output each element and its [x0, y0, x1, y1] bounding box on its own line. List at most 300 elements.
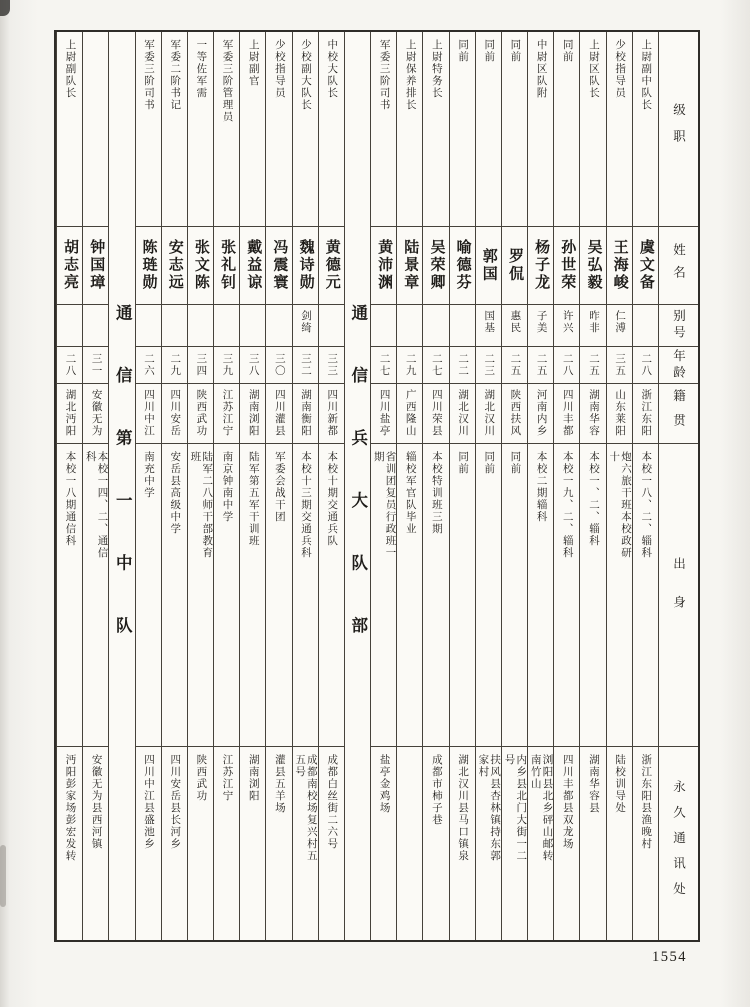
native-text: 四川盐亭 [378, 389, 390, 437]
name-text: 杨子龙 [533, 239, 550, 292]
native-cell [162, 384, 187, 444]
person-column [579, 32, 605, 940]
origin-cell [450, 444, 475, 747]
age-text: 二七 [430, 353, 442, 377]
rank-cell [554, 32, 579, 227]
name-cell [450, 227, 475, 305]
person-column [449, 32, 475, 940]
origin-cell [83, 444, 108, 747]
address-text: 浏阳县北乡砰山邮转南竹山 [529, 754, 553, 862]
native-cell [293, 384, 318, 444]
header-cell-alias [659, 305, 698, 347]
alias-text: 仁溥 [614, 310, 626, 334]
person-column [187, 32, 213, 940]
rank-cell [580, 32, 605, 227]
native-text: 湖南衡阳 [300, 389, 312, 437]
origin-text: 本校一、二、辎科 [587, 451, 599, 547]
age-cell [397, 347, 422, 384]
rank-cell [57, 32, 82, 227]
rank-text: 上尉保养排长 [404, 39, 416, 111]
origin-text: 炮六旅干班本校政研十 [608, 451, 631, 559]
roster-table [54, 30, 700, 942]
person-column [239, 32, 265, 940]
address-cell [450, 747, 475, 940]
native-cell [214, 384, 239, 444]
native-cell [136, 384, 161, 444]
age-text: 二九 [404, 353, 416, 377]
age-cell [554, 347, 579, 384]
origin-text: 本校一八期通信科 [64, 451, 76, 547]
person-column [213, 32, 239, 940]
native-cell [57, 384, 82, 444]
name-text: 孙世荣 [559, 239, 576, 292]
origin-text: 辎校军官队毕业 [404, 451, 416, 535]
origin-text: 本校十期交通兵队 [326, 451, 338, 547]
header-cell-name [659, 227, 698, 305]
address-text: 成都白丝街二六号 [326, 754, 338, 850]
age-text: 二八 [64, 353, 76, 377]
name-text: 罗侃 [506, 248, 523, 283]
rank-cell [162, 32, 187, 227]
rank-text: 军委三阶司书 [143, 39, 155, 111]
address-text: 四川中江县盛池乡 [143, 754, 155, 850]
name-cell [188, 227, 213, 305]
name-cell [502, 227, 527, 305]
origin-cell [293, 444, 318, 747]
address-cell [240, 747, 265, 940]
origin-cell [580, 444, 605, 747]
alias-cell [580, 305, 605, 347]
scan-edge-smudge [0, 845, 6, 907]
rank-text: 少校指导员 [614, 39, 626, 99]
rank-text: 同前 [561, 39, 573, 63]
age-cell [607, 347, 632, 384]
rank-cell [371, 32, 396, 227]
alias-cell [214, 305, 239, 347]
rank-cell [293, 32, 318, 227]
native-text: 江苏江宁 [221, 389, 233, 437]
header-label-address: 永久通讯处 [671, 779, 686, 908]
address-cell [528, 747, 553, 940]
alias-cell [83, 305, 108, 347]
person-column [396, 32, 422, 940]
address-cell [371, 747, 396, 940]
name-text: 黄德元 [323, 239, 340, 292]
alias-cell [319, 305, 344, 347]
rank-cell [476, 32, 501, 227]
header-label-name: 姓名 [671, 243, 686, 288]
native-cell [502, 384, 527, 444]
name-text: 王海峻 [611, 239, 628, 292]
name-cell [57, 227, 82, 305]
section-title: 通信第一中队 [113, 304, 133, 679]
age-cell [240, 347, 265, 384]
age-text: 三三 [326, 353, 338, 377]
alias-cell [554, 305, 579, 347]
native-text: 河南内乡 [535, 389, 547, 437]
alias-text: 子美 [535, 310, 547, 334]
origin-cell [162, 444, 187, 747]
header-cell-native [659, 384, 698, 444]
name-cell [319, 227, 344, 305]
address-cell [502, 747, 527, 940]
origin-cell [528, 444, 553, 747]
address-cell [633, 747, 658, 940]
header-cell-origin [659, 444, 698, 747]
page-number: 1554 [652, 949, 687, 965]
origin-text: 本校二期辎科 [535, 451, 547, 523]
native-text: 湖北沔阳 [64, 389, 76, 437]
header-label-native: 籍贯 [671, 389, 686, 438]
age-cell [293, 347, 318, 384]
alias-cell [136, 305, 161, 347]
header-column [658, 32, 698, 940]
alias-cell [450, 305, 475, 347]
origin-cell [319, 444, 344, 747]
age-text: 二八 [640, 353, 652, 377]
name-cell [476, 227, 501, 305]
name-cell [266, 227, 291, 305]
person-column [370, 32, 396, 940]
age-text: 二八 [561, 353, 573, 377]
address-text: 四川安岳县长河乡 [169, 754, 181, 850]
address-text: 陆校训导处 [614, 754, 626, 814]
origin-text: 南京钟南中学 [221, 451, 233, 523]
name-text: 魏诗勋 [297, 239, 314, 292]
header-label-origin: 出身 [671, 556, 686, 634]
rank-cell [214, 32, 239, 227]
address-text: 内乡县北门大街一二号 [503, 754, 527, 862]
address-text: 盐亭金鸡场 [378, 754, 390, 814]
origin-text: 军委会战干团 [273, 451, 285, 523]
name-text: 吴弘毅 [585, 239, 602, 292]
age-text: 二三 [483, 353, 495, 377]
rank-text: 军委三阶司书 [378, 39, 390, 111]
name-cell [423, 227, 448, 305]
name-text: 张文陈 [192, 239, 209, 292]
name-cell [580, 227, 605, 305]
age-text: 三二 [300, 353, 312, 377]
age-cell [162, 347, 187, 384]
address-cell [57, 747, 82, 940]
address-text: 成都市柿子巷 [430, 754, 442, 826]
address-text: 沔阳彭家场彭宏发转 [64, 754, 76, 862]
origin-text: 南充中学 [143, 451, 155, 499]
age-cell [502, 347, 527, 384]
origin-text: 本校特训班三期 [430, 451, 442, 535]
person-column [318, 32, 344, 940]
alias-text: 昨非 [587, 310, 599, 334]
rank-cell [83, 32, 108, 227]
address-cell [554, 747, 579, 940]
origin-cell [554, 444, 579, 747]
name-text: 陈琏勋 [140, 239, 157, 292]
person-column [632, 32, 658, 940]
origin-cell [607, 444, 632, 747]
age-text: 三四 [195, 353, 207, 377]
person-column [501, 32, 527, 940]
alias-cell [607, 305, 632, 347]
name-text: 黄沛渊 [376, 239, 393, 292]
native-cell [607, 384, 632, 444]
name-text: 安志远 [166, 239, 183, 292]
age-cell [319, 347, 344, 384]
alias-cell [293, 305, 318, 347]
age-cell [266, 347, 291, 384]
age-text: 三八 [247, 353, 259, 377]
origin-cell [397, 444, 422, 747]
origin-text: 同前 [509, 451, 521, 475]
address-text: 湖北汉川县马口镇泉 [457, 754, 469, 862]
age-text: 二五 [587, 353, 599, 377]
age-cell [528, 347, 553, 384]
origin-cell [633, 444, 658, 747]
rank-text: 中尉区队附 [535, 39, 547, 99]
address-cell [319, 747, 344, 940]
native-cell [266, 384, 291, 444]
name-cell [371, 227, 396, 305]
name-cell [607, 227, 632, 305]
native-cell [580, 384, 605, 444]
address-text: 四川丰都县双龙场 [561, 754, 573, 850]
address-cell [293, 747, 318, 940]
address-cell [423, 747, 448, 940]
native-text: 湖北汉川 [483, 389, 495, 437]
rank-cell [607, 32, 632, 227]
native-cell [240, 384, 265, 444]
age-text: 二九 [169, 353, 181, 377]
age-cell [188, 347, 213, 384]
origin-text: 同前 [483, 451, 495, 475]
rank-text: 上尉副中队长 [640, 39, 652, 111]
rank-text: 中校大队长 [326, 39, 338, 99]
header-cell-age [659, 347, 698, 384]
native-text: 四川新都 [326, 389, 338, 437]
alias-cell [476, 305, 501, 347]
origin-text: 本校十三期交通兵科 [300, 451, 312, 559]
native-text: 安徽无为 [90, 389, 102, 437]
age-cell [423, 347, 448, 384]
native-text: 湖北汉川 [457, 389, 469, 437]
native-cell [423, 384, 448, 444]
alias-cell [57, 305, 82, 347]
native-text: 浙江东阳 [640, 389, 652, 437]
name-text: 冯震寰 [271, 239, 288, 292]
address-text: 浙江东阳县渔晚村 [640, 754, 652, 850]
person-column [606, 32, 632, 940]
age-cell [450, 347, 475, 384]
origin-text: 安岳县高级中学 [169, 451, 181, 535]
section-cell [109, 32, 134, 940]
origin-text: 同前 [457, 451, 469, 475]
age-cell [83, 347, 108, 384]
alias-cell [502, 305, 527, 347]
person-column [527, 32, 553, 940]
address-cell [162, 747, 187, 940]
origin-cell [502, 444, 527, 747]
origin-cell [266, 444, 291, 747]
name-text: 张礼钊 [219, 239, 236, 292]
name-text: 胡志亮 [62, 239, 79, 292]
name-text: 陆景章 [402, 239, 419, 292]
rank-text: 一等佐军需 [195, 39, 207, 99]
age-cell [136, 347, 161, 384]
native-cell [476, 384, 501, 444]
native-cell [188, 384, 213, 444]
section-column [108, 32, 134, 940]
rank-text: 上尉区队长 [587, 39, 599, 99]
section-cell [345, 32, 370, 940]
origin-cell [476, 444, 501, 747]
alias-text: 惠民 [509, 310, 521, 334]
native-text: 四川安岳 [169, 389, 181, 437]
rank-cell [266, 32, 291, 227]
name-text: 郭国 [480, 248, 497, 283]
native-text: 陕西扶风 [509, 389, 521, 437]
name-cell [554, 227, 579, 305]
age-text: 三五 [614, 353, 626, 377]
section-title: 通信兵大队部 [348, 304, 368, 679]
native-cell [633, 384, 658, 444]
origin-cell [188, 444, 213, 747]
origin-cell [371, 444, 396, 747]
address-cell [266, 747, 291, 940]
alias-cell [188, 305, 213, 347]
rank-text: 军委二阶书记 [169, 39, 181, 111]
native-text: 广西隆山 [404, 389, 416, 437]
origin-text: 省训团复员行政班一期 [372, 451, 396, 559]
rank-text: 上尉副队长 [64, 39, 76, 99]
name-text: 虞文备 [637, 239, 654, 292]
age-text: 二七 [378, 353, 390, 377]
address-text: 安徽无为县西河镇 [90, 754, 102, 850]
name-text: 吴荣卿 [428, 239, 445, 292]
rank-text: 同前 [483, 39, 495, 63]
alias-text: 剑绮 [300, 310, 312, 334]
rank-cell [240, 32, 265, 227]
age-cell [580, 347, 605, 384]
address-cell [188, 747, 213, 940]
person-column [161, 32, 187, 940]
origin-cell [136, 444, 161, 747]
age-text: 二二 [457, 353, 469, 377]
age-cell [476, 347, 501, 384]
rank-cell [397, 32, 422, 227]
address-text: 陕西武功 [195, 754, 207, 802]
rank-cell [528, 32, 553, 227]
name-cell [136, 227, 161, 305]
name-text: 戴益谅 [245, 239, 262, 292]
age-text: 三一 [90, 353, 102, 377]
origin-text: 陆军二八师干部教育班 [189, 451, 213, 559]
header-cell-rank [659, 32, 698, 227]
rank-cell [502, 32, 527, 227]
person-column [135, 32, 161, 940]
header-label-alias: 别号 [671, 309, 686, 342]
alias-cell [528, 305, 553, 347]
origin-text: 本校一九、二、辎科 [561, 451, 573, 559]
header-label-age: 年龄 [671, 348, 686, 382]
native-cell [371, 384, 396, 444]
age-text: 二六 [143, 353, 155, 377]
native-text: 湖南浏阳 [247, 389, 259, 437]
age-cell [633, 347, 658, 384]
native-text: 四川荣县 [430, 389, 442, 437]
person-column [553, 32, 579, 940]
address-text: 扶风县杏林镇持东郭家村 [477, 754, 501, 862]
header-cell-address [659, 747, 698, 940]
name-cell [214, 227, 239, 305]
age-cell [57, 347, 82, 384]
address-text: 成都南校场复兴村五五号 [294, 754, 317, 862]
name-text: 喻德芬 [454, 239, 471, 292]
origin-text: 本校一四、二、通信科 [84, 451, 108, 559]
address-cell [607, 747, 632, 940]
address-cell [136, 747, 161, 940]
rank-text: 同前 [509, 39, 521, 63]
person-column [292, 32, 318, 940]
native-text: 四川丰都 [561, 389, 573, 437]
native-text: 四川灌县 [273, 389, 285, 437]
header-label-rank: 级职 [671, 102, 686, 156]
name-cell [240, 227, 265, 305]
alias-text: 许兴 [561, 310, 573, 334]
rank-text: 同前 [457, 39, 469, 63]
rank-cell [319, 32, 344, 227]
age-text: 二五 [509, 353, 521, 377]
rank-cell [450, 32, 475, 227]
rank-text: 上尉特务长 [430, 39, 442, 99]
origin-cell [214, 444, 239, 747]
alias-cell [162, 305, 187, 347]
rank-text: 上尉副官 [247, 39, 259, 87]
address-text: 湖南华容县 [587, 754, 599, 814]
rank-text: 少校副大队长 [300, 39, 312, 111]
person-column [265, 32, 291, 940]
name-text: 钟国璋 [88, 239, 105, 292]
name-cell [528, 227, 553, 305]
name-cell [83, 227, 108, 305]
native-cell [554, 384, 579, 444]
rank-cell [136, 32, 161, 227]
alias-cell [371, 305, 396, 347]
rank-text: 军委三阶管理员 [221, 39, 233, 123]
age-text: 二五 [535, 353, 547, 377]
alias-cell [633, 305, 658, 347]
native-cell [83, 384, 108, 444]
address-cell [214, 747, 239, 940]
name-cell [633, 227, 658, 305]
native-cell [397, 384, 422, 444]
origin-cell [57, 444, 82, 747]
rank-text: 少校指导员 [273, 39, 285, 99]
name-cell [293, 227, 318, 305]
native-cell [528, 384, 553, 444]
alias-text: 国基 [483, 310, 495, 334]
native-cell [319, 384, 344, 444]
address-cell [476, 747, 501, 940]
native-text: 陕西武功 [195, 389, 207, 437]
age-cell [371, 347, 396, 384]
person-column [475, 32, 501, 940]
address-cell [397, 747, 422, 940]
section-column [344, 32, 370, 940]
person-column [82, 32, 108, 940]
name-cell [162, 227, 187, 305]
origin-text: 本校一八、二、辎科 [640, 451, 652, 559]
rank-cell [188, 32, 213, 227]
address-text: 江苏江宁 [221, 754, 233, 802]
